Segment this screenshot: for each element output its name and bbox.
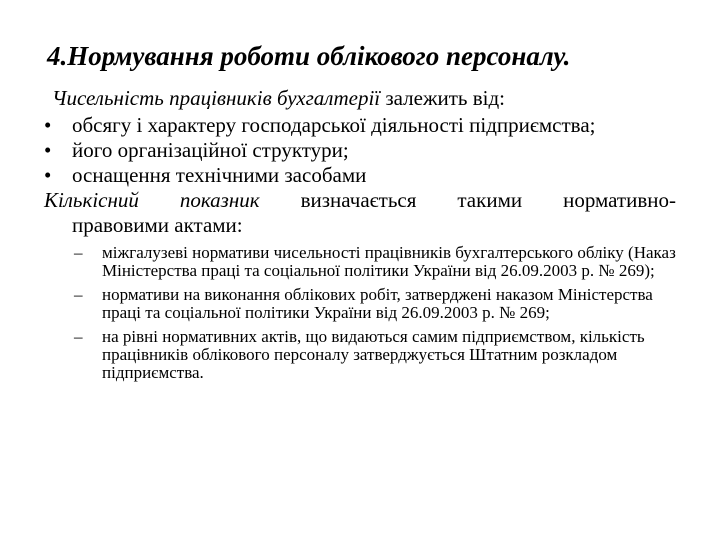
quant-continuation: правовими актами:: [72, 213, 243, 237]
list-item: [74, 244, 676, 280]
acts-list: [74, 244, 676, 382]
dash-marker: –: [74, 243, 83, 262]
dash-marker: –: [74, 285, 83, 304]
list-item: [74, 286, 676, 322]
intro-line: [44, 86, 676, 111]
bullet-list: [44, 113, 676, 188]
dash-marker: –: [74, 327, 83, 346]
slide-title: 4.Нормування роботи облікового персоналу.: [47, 41, 571, 71]
quant-rest: визначається такими нормативно-: [259, 188, 676, 212]
list-item: [44, 138, 676, 163]
bullet-marker: •: [44, 138, 52, 162]
quant-italic: Кількісний показник: [44, 188, 260, 212]
bullet-text: оснащення технічними засобами: [72, 163, 367, 187]
bullet-marker: •: [44, 163, 52, 187]
act-text: на рівні нормативних актів, що видаються самим підприємством, кількість працівників облікового персоналу затверджується Штатним розкладом підприємства.: [102, 327, 645, 382]
intro-regular: залежить від:: [380, 86, 505, 110]
act-text: нормативи на виконання облікових робіт, затверджені наказом Міністерства праці та соціальної політики України від 26.09.2003 р. № 269;: [102, 285, 653, 322]
bullet-marker: •: [44, 113, 52, 137]
act-text: міжгалузеві нормативи чисельності працівників бухгалтерського обліку (Наказ Міністерства праці та соціальної політики України від 26.09.2003 р. № 269);: [102, 243, 676, 280]
intro-italic: Чисельність працівників бухгалтерії: [52, 86, 381, 110]
bullet-text: його організаційної структури;: [72, 138, 349, 162]
quant-line: [44, 188, 676, 213]
bullet-text: обсягу і характеру господарської діяльності підприємства;: [72, 113, 596, 137]
slide-body: [44, 86, 676, 388]
list-item: [44, 163, 676, 188]
list-item: [44, 113, 676, 138]
list-item: [74, 328, 676, 382]
